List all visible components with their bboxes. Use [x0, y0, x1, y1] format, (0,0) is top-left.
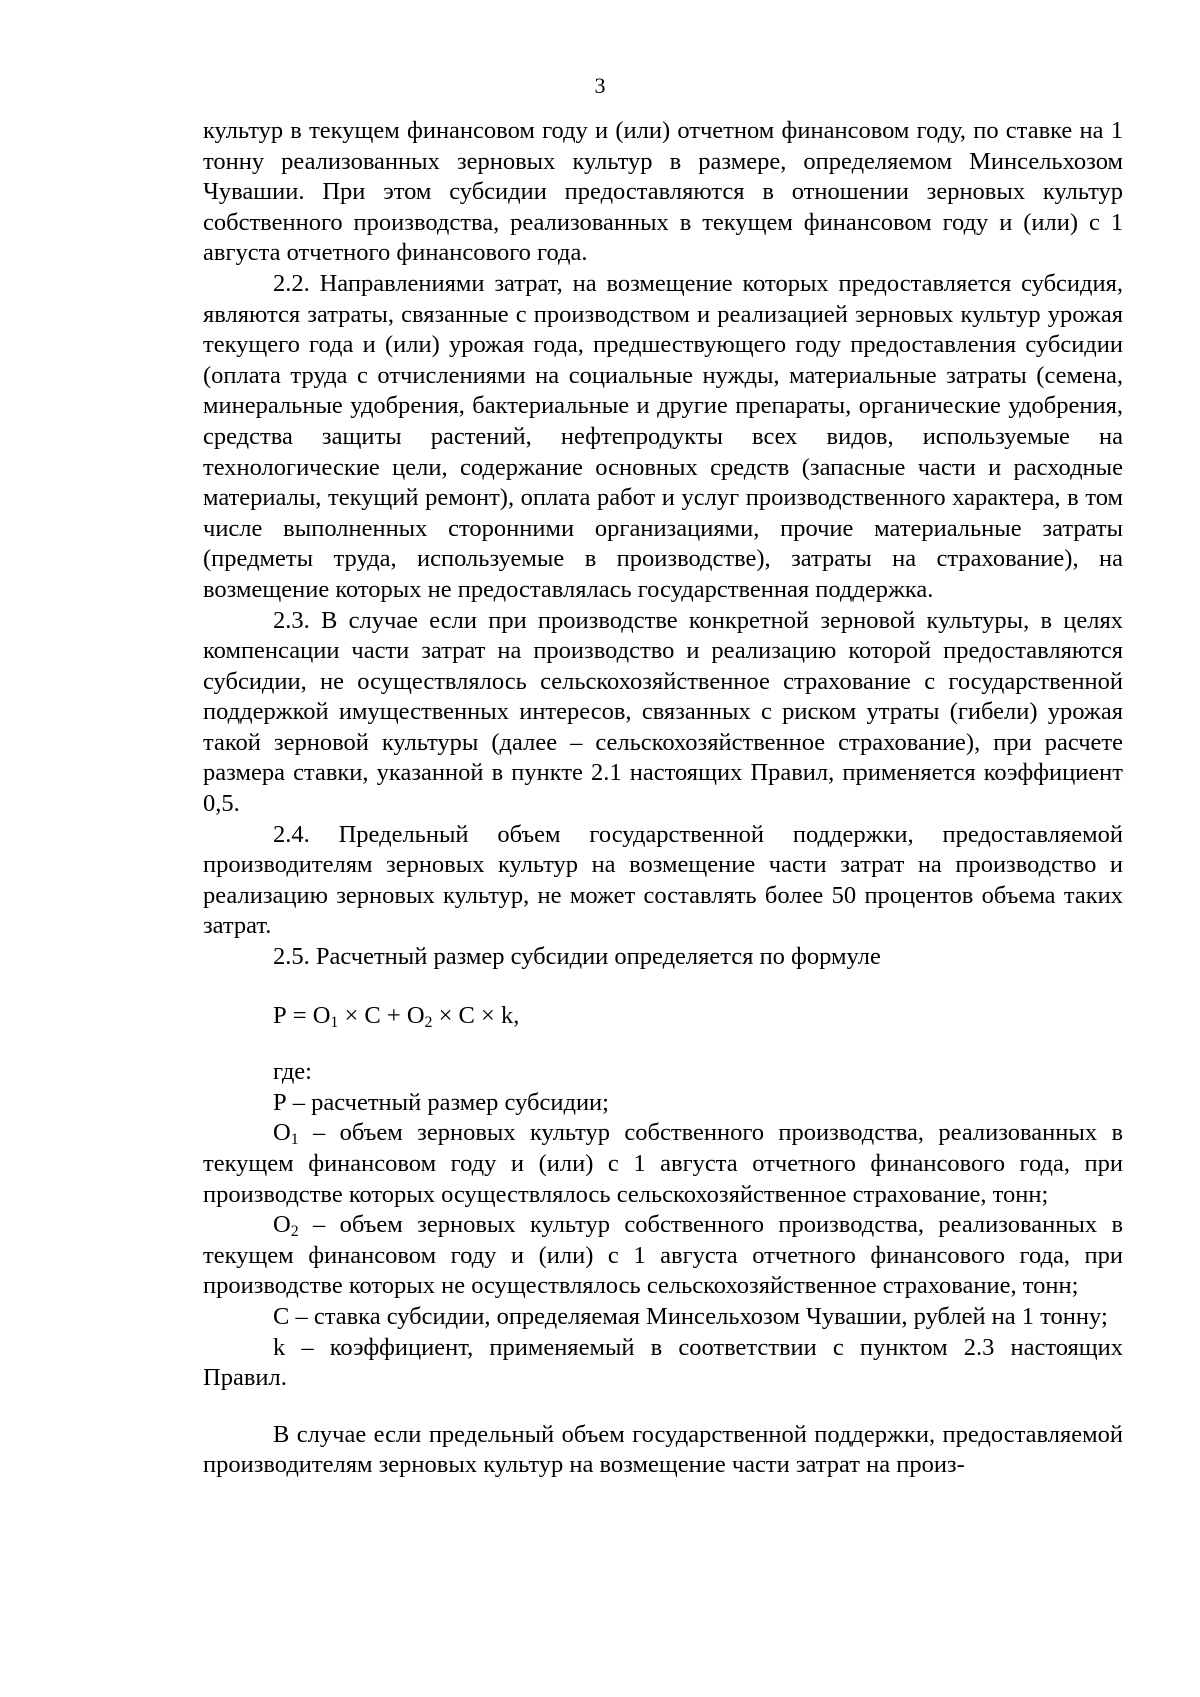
definition-p: Р – расчетный размер субсидии;: [273, 1088, 609, 1116]
definition-o1-text: – объем зерновых культур собственного производства, реализованных в текущем финансовом году и (или) с 1 августа отчетного финансового года, при производстве которых осуществлялось сельскохозяйственное страхование, тонн;: [203, 1119, 1124, 1208]
definition-o2: [203, 1210, 1123, 1302]
subsidy-formula: [203, 1001, 1123, 1032]
definition-c: С – ставка субсидии, определяемая Минсельхозом Чувашии, рублей на 1 тонну;: [273, 1302, 1108, 1330]
formula-subscript-2: 2: [424, 1013, 433, 1031]
where-label: где:: [273, 1058, 312, 1086]
symbol-o1-letter: О: [273, 1119, 291, 1147]
formula-lhs: Р = О: [273, 1001, 331, 1029]
definition-o1: [203, 1118, 1123, 1210]
symbol-o1-subscript: 1: [290, 1131, 299, 1149]
formula-middle: × С + О: [338, 1001, 425, 1029]
page-number: 3: [594, 73, 606, 98]
paragraph-gap: [203, 1394, 1123, 1420]
document-body: [203, 116, 1123, 1481]
symbol-o2-letter: О: [273, 1211, 291, 1239]
paragraph-2-2: 2.2. Направлениями затрат, на возмещение которых предоставляется субсидия, являются затраты, связанные с производством и реализацией зерновых культур урожая текущего года и (или) урожая года, предшествующего году предоставления субсидии (оплата труда с отчислениями на социальные нужды, материальные затраты (семена, минеральные удобрения, бактериальные и другие препараты, органические удобрения, средства защиты растений, нефтепродукты всех видов, используемые на технологические цели, содержание основных средств (запасные части и расходные материалы, текущий ремонт), оплата работ и услуг производственного характера, в том числе выполненных сторонними организациями, прочие материальные затраты (предметы труда, используемые в производстве), затраты на страхование), на возмещение которых не предоставлялась государственная поддержка.: [203, 269, 1123, 603]
definition-o2-text: – объем зерновых культур собственного производства, реализованных в текущем финансовом году и (или) с 1 августа отчетного финансового года, при производстве которых не осуществлялось сельскохозяйственное страхование, тонн;: [203, 1211, 1124, 1300]
paragraph-2-3: 2.3. В случае если при производстве конкретной зерновой культуры, в целях компенсации части затрат на производство и реализацию которой предоставляются субсидии, не осуществлялось сельскохозяйственное страхование с государственной поддержкой имущественных интересов, связанных с риском утраты (гибели) урожая такой зерновой культуры (далее – сельскохозяйственное страхование), при расчете размера ставки, указанной в пункте 2.1 настоящих Правил, применяется коэффициент 0,5.: [203, 606, 1123, 818]
paragraph-final: В случае если предельный объем государственной поддержки, предоставляемой производителям зерновых культур на возмещение части затрат на произ-: [203, 1420, 1123, 1479]
paragraph-2-5: 2.5. Расчетный размер субсидии определяется по формуле: [273, 943, 881, 971]
paragraph-2-4: 2.4. Предельный объем государственной поддержки, предоставляемой производителям зерновых культур на возмещение части затрат на производство и реализацию зерновых культур, не может составлять более 50 процентов объема таких затрат.: [203, 820, 1123, 940]
formula-subscript-1: 1: [330, 1013, 339, 1031]
definition-k: k – коэффициент, применяемый в соответствии с пунктом 2.3 настоящих Правил.: [203, 1333, 1123, 1392]
symbol-o2-subscript: 2: [290, 1223, 299, 1241]
formula-rhs: × С × k,: [432, 1001, 520, 1029]
paragraph-continuation: культур в текущем финансовом году и (или) отчетном финансовом году, по ставке на 1 тонну реализованных зерновых культур в размере, определяемом Минсельхозом Чувашии. При этом субсидии предоставляются в отношении зерновых культур собственного производства, реализованных в текущем финансовом году и (или) с 1 августа отчетного финансового года.: [203, 117, 1123, 267]
